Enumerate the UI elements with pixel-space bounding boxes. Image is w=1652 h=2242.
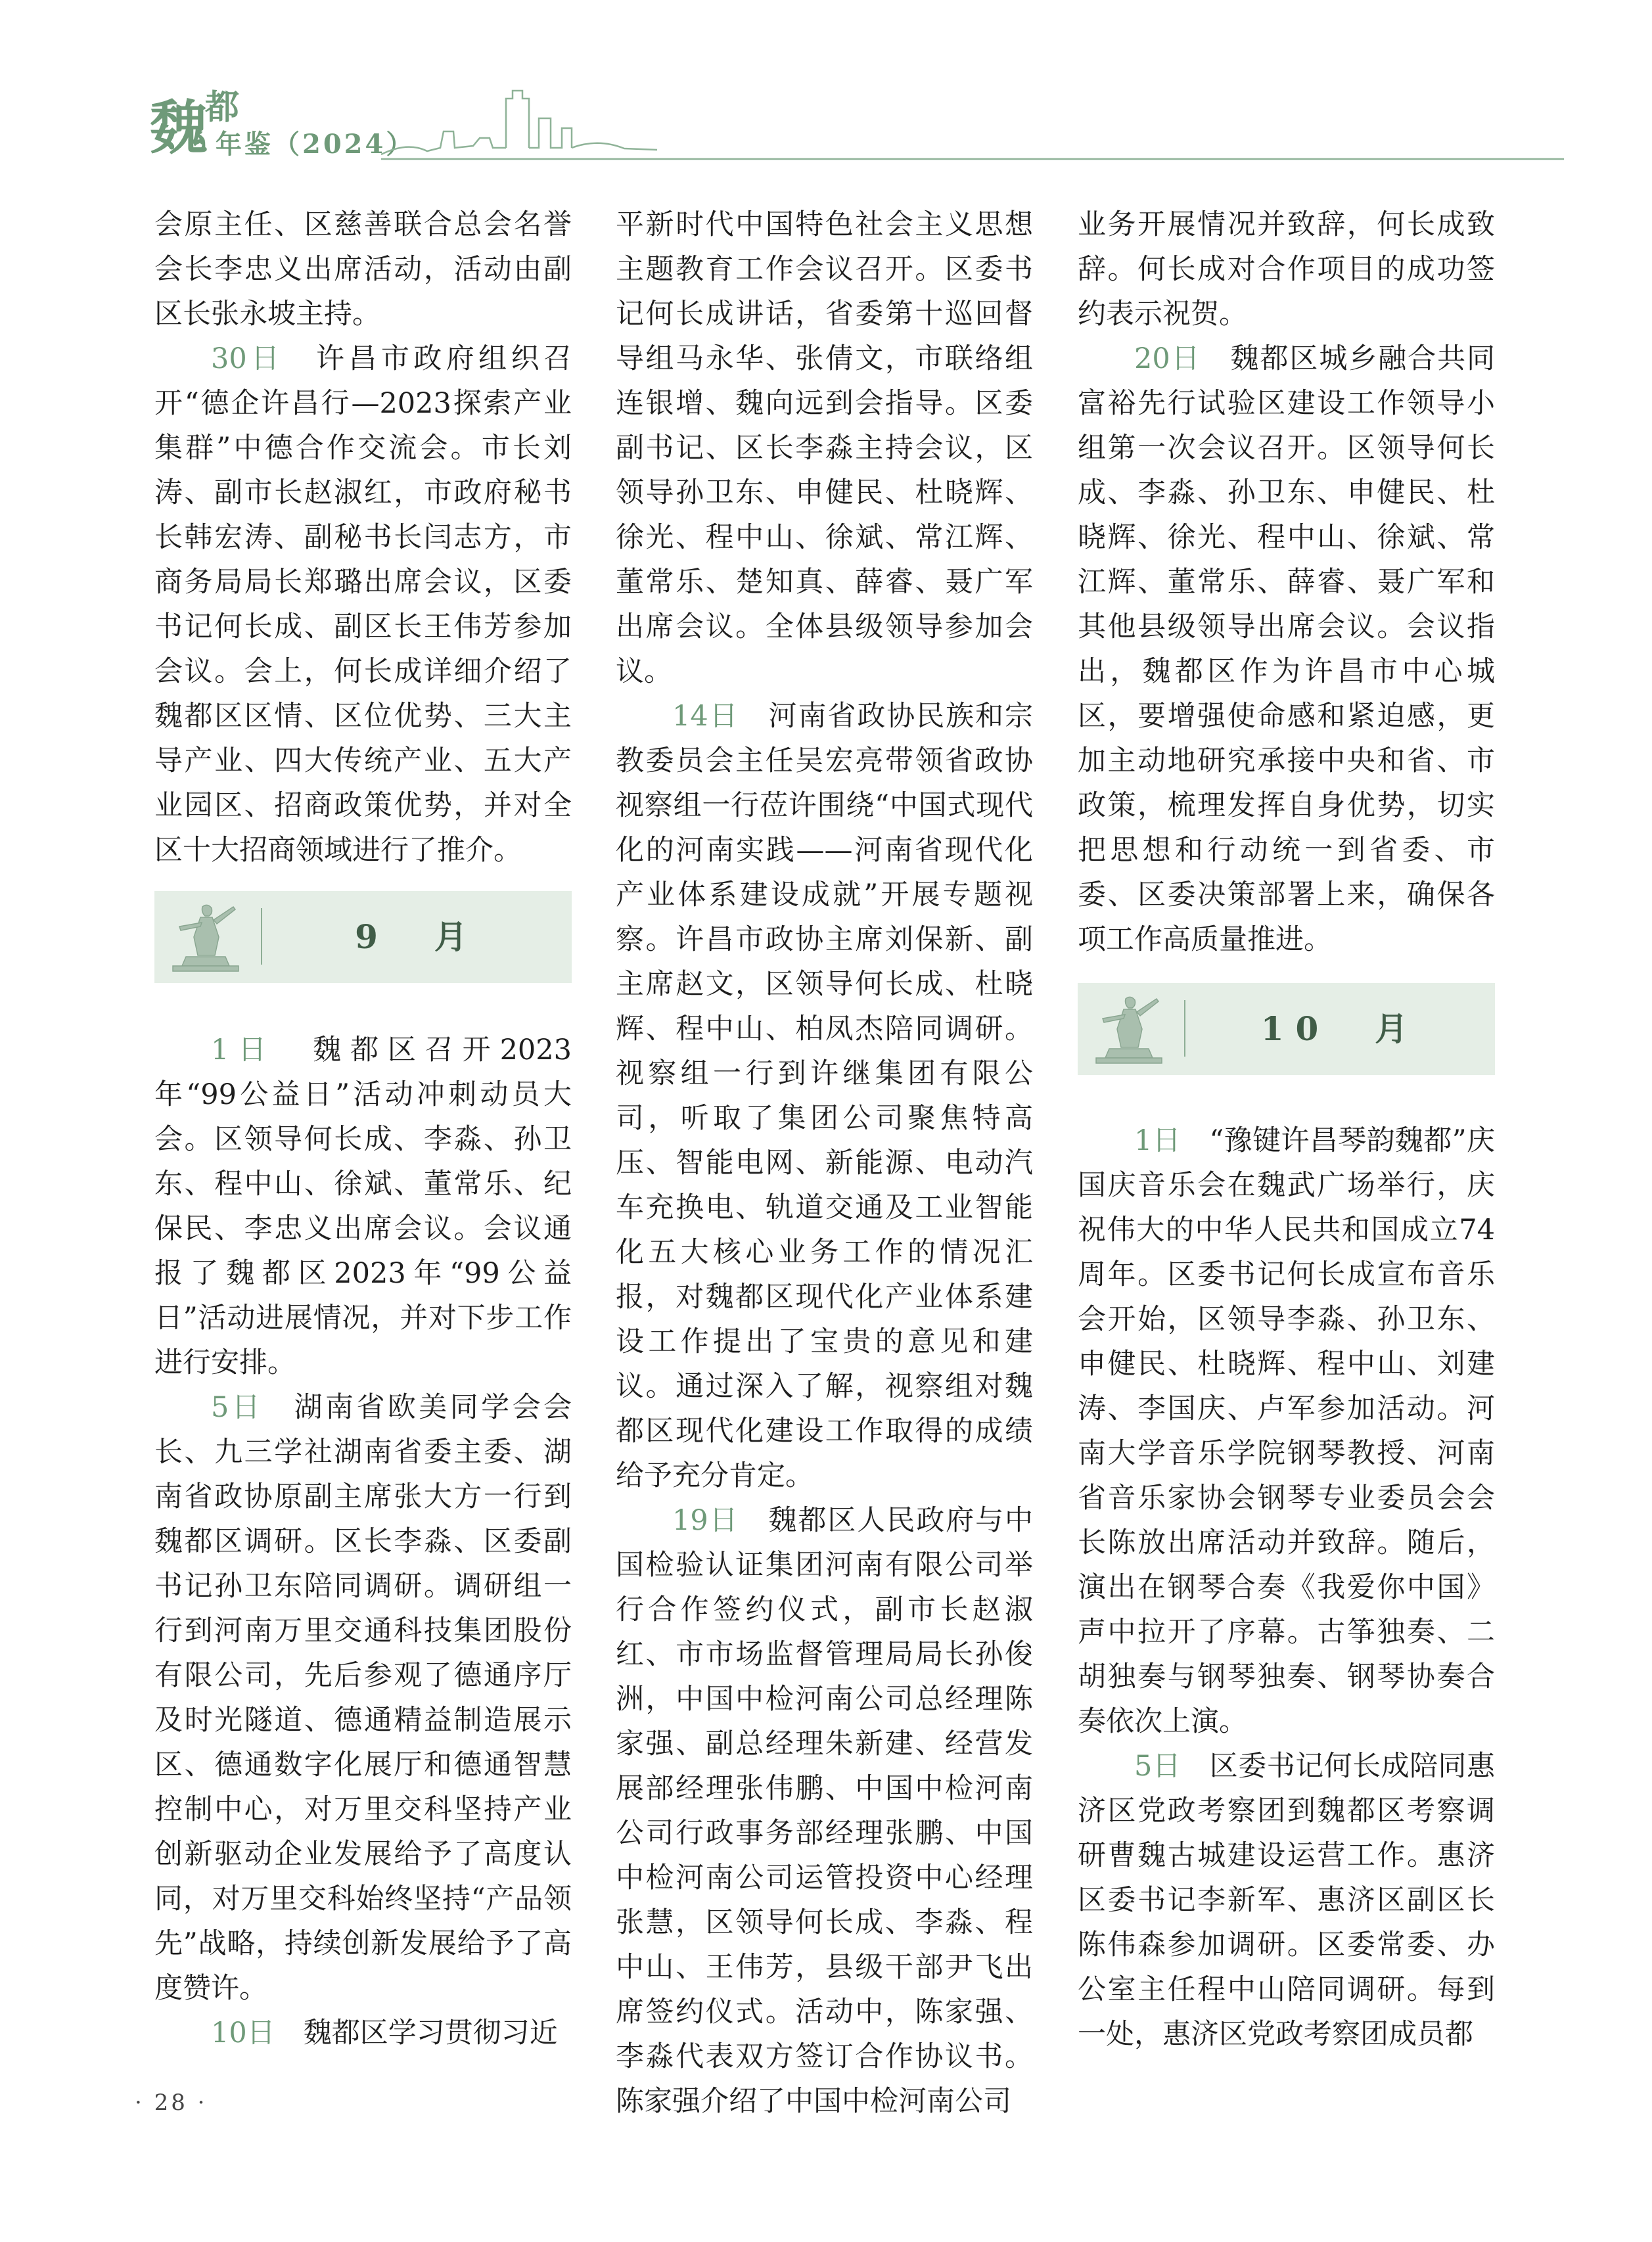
entry-text: 河南省政协民族和宗教委员会主任吴宏亮带领省政协视察组一行莅许围绕“中国式现代化的河南实践——河南省现代化产业体系建设成就”开展专题视察。许昌市政协主席刘保新、副主席赵文，区领导何长成、杜晓辉、程中山、柏凤杰陪同调研。视察组一行到许继集团有限公司，听取了集团公司聚焦特高压、智能电网、新能源、电动汽车充换电、轨道交通及工业智能化五大核心业务工作的情况汇报，对魏都区现代化产业体系建设工作提出了宝贵的意见和建议。通过深入了解，视察组对魏都区现代化建设工作取得的成绩给予充分肯定。 [616, 700, 1034, 1492]
entry-date: 5日 [1134, 1750, 1182, 1783]
entry-text: 魏都区人民政府与中国检验认证集团河南有限公司举行合作签约仪式，副市长赵淑红、市市场监督管理局局长孙俊洲，中国中检河南公司总经理陈家强、副总经理朱新建、经营发展部经理张伟鹏、中国中检河南公司行政事务部经理张鹏、中国中检河南公司运管投资中心经理张慧，区领导何长成、李淼、程中山、王伟芳，县级干部尹飞出席签约仪式。活动中，陈家强、李淼代表双方签订合作协议书。陈家强介绍了中国中检河南公司 [616, 1504, 1034, 2118]
page-number: · 28 · [135, 2090, 208, 2116]
entry-date: 10日 [211, 2017, 275, 2049]
entry-paragraph [154, 1385, 572, 2011]
entry-text: 许昌市政府组织召开“德企许昌行—2023探索产业集群”中德合作交流会。市长刘涛、副市长赵淑红，市政府秘书长韩宏涛、副秘书长闫志方，市商务局局长郑璐出席会议，区委书记何长成、副区长王伟芳参加会议。会上，何长成详细介绍了魏都区区情、区位优势、三大主导产业、四大传统产业、五大产业园区、招商政策优势，并对全区十大招商领域进行了推介。 [154, 342, 572, 867]
entry-paragraph [154, 2011, 572, 2055]
statue-icon [1090, 992, 1168, 1066]
entry-date: 30日 [211, 342, 284, 375]
entry-date: 1日 [211, 1034, 276, 1066]
entry-paragraph [1078, 1744, 1495, 2057]
entry-text: “豫键许昌琴韵魏都”庆国庆音乐会在魏武广场举行，庆祝伟大的中华人民共和国成立74周年。区委书记何长成宣布音乐会开始，区领导李淼、孙卫东、申健民、杜晓辉、程中山、刘建涛、李国庆、卢军参加活动。河南大学音乐学院钢琴教授、河南省音乐家协会钢琴专业委员会会长陈放出席活动并致辞。随后，演出在钢琴合奏《我爱你中国》声中拉开了序幕。古筝独奏、二胡独奏与钢琴独奏、钢琴协奏合奏依次上演。 [1078, 1124, 1495, 1738]
entry-paragraph [1078, 336, 1495, 962]
logo-char-du: 都 [205, 87, 240, 127]
paragraph: 平新时代中国特色社会主义思想主题教育工作会议召开。区委书记何长成讲话，省委第十巡回督导组马永华、张倩文，市联络组连银增、魏向远到会指导。区委副书记、区长李淼主持会议，区领导孙卫东、申健民、杜晓辉、徐光、程中山、徐斌、常江辉、董常乐、楚知真、薛睿、聂广军出席会议。全体县级领导参加会议。 [616, 208, 1033, 688]
paragraph: 会原主任、区慈善联合总会名誉会长李忠义出席活动，活动由副区长张永坡主持。 [154, 208, 572, 331]
month-banner-september [154, 891, 572, 983]
entry-text: 区委书记何长成陪同惠济区党政考察团到魏都区考察调研曹魏古城建设运营工作。惠济区委书记李新军、惠济区副区长陈伟森参加调研。区委常委、办公室主任程中山陪同调研。每到一处，惠济区党政考察团成员都 [1078, 1750, 1496, 2051]
page-header [0, 0, 1652, 177]
month-banner-october [1078, 983, 1495, 1075]
entry-text: 魏都区学习贯彻习近 [275, 2017, 558, 2049]
entry-paragraph [616, 1498, 1033, 2124]
yearbook-subtitle: 年鉴（2024） [216, 129, 415, 160]
entry-text: 魏都区城乡融合共同富裕先行试验区建设工作领导小组第一次会议召开。区领导何长成、李淼、孙卫东、申健民、杜晓辉、徐光、程中山、徐斌、常江辉、董常乐、薛睿、聂广军和其他县级领导出席会议。会议指出，魏都区作为许昌市中心城区，要增强使命感和紧迫感，更加主动地研究承接中央和省、市政策，梳理发挥自身优势，切实把思想和行动统一到省委、市委、区委决策部署上来，确保各项工作高质量推进。 [1078, 342, 1496, 956]
text-column-1 [154, 202, 572, 2055]
entry-date: 19日 [672, 1504, 739, 1537]
entry-paragraph [1078, 1118, 1495, 1744]
month-label: 9 月 [355, 917, 479, 956]
entry-paragraph [616, 694, 1033, 1498]
entry-date: 14日 [672, 700, 739, 733]
entry-paragraph [154, 1028, 572, 1385]
entry-paragraph [154, 336, 572, 873]
entry-date: 1日 [1134, 1124, 1182, 1157]
entry-date: 20日 [1134, 342, 1201, 375]
logo-char-wei: 魏 [150, 93, 208, 162]
text-column-2 [616, 202, 1033, 2124]
entry-text: 湖南省欧美同学会会长、九三学社湖南省委主委、湖南省政协原副主席张大方一行到魏都区调研。区长李淼、区委副书记孙卫东陪同调研。调研组一行到河南万里交通科技集团股份有限公司，先后参观了德通序厅及时光隧道、德通精益制造展示区、德通数字化展厅和德通智慧控制中心，对万里交科坚持产业创新驱动企业发展给予了高度认同，对万里交科始终坚持“产品领先”战略，持续创新发展给予了高度赞许。 [154, 1391, 572, 2005]
statue-icon [166, 900, 245, 974]
entry-date: 5日 [211, 1391, 264, 1424]
paragraph: 业务开展情况并致辞，何长成致辞。何长成对合作项目的成功签约表示祝贺。 [1078, 208, 1495, 331]
skyline-decoration [381, 85, 1564, 171]
month-label: 10 月 [1260, 1009, 1420, 1048]
entry-text: 魏都区召开2023年“99公益日”活动冲刺动员大会。区领导何长成、李淼、孙卫东、程中山、徐斌、董常乐、纪保民、李忠义出席会议。会议通报了魏都区2023年“99公益日”活动进展情况，并对下步工作进行安排。 [154, 1034, 572, 1379]
text-column-3 [1078, 202, 1495, 2057]
